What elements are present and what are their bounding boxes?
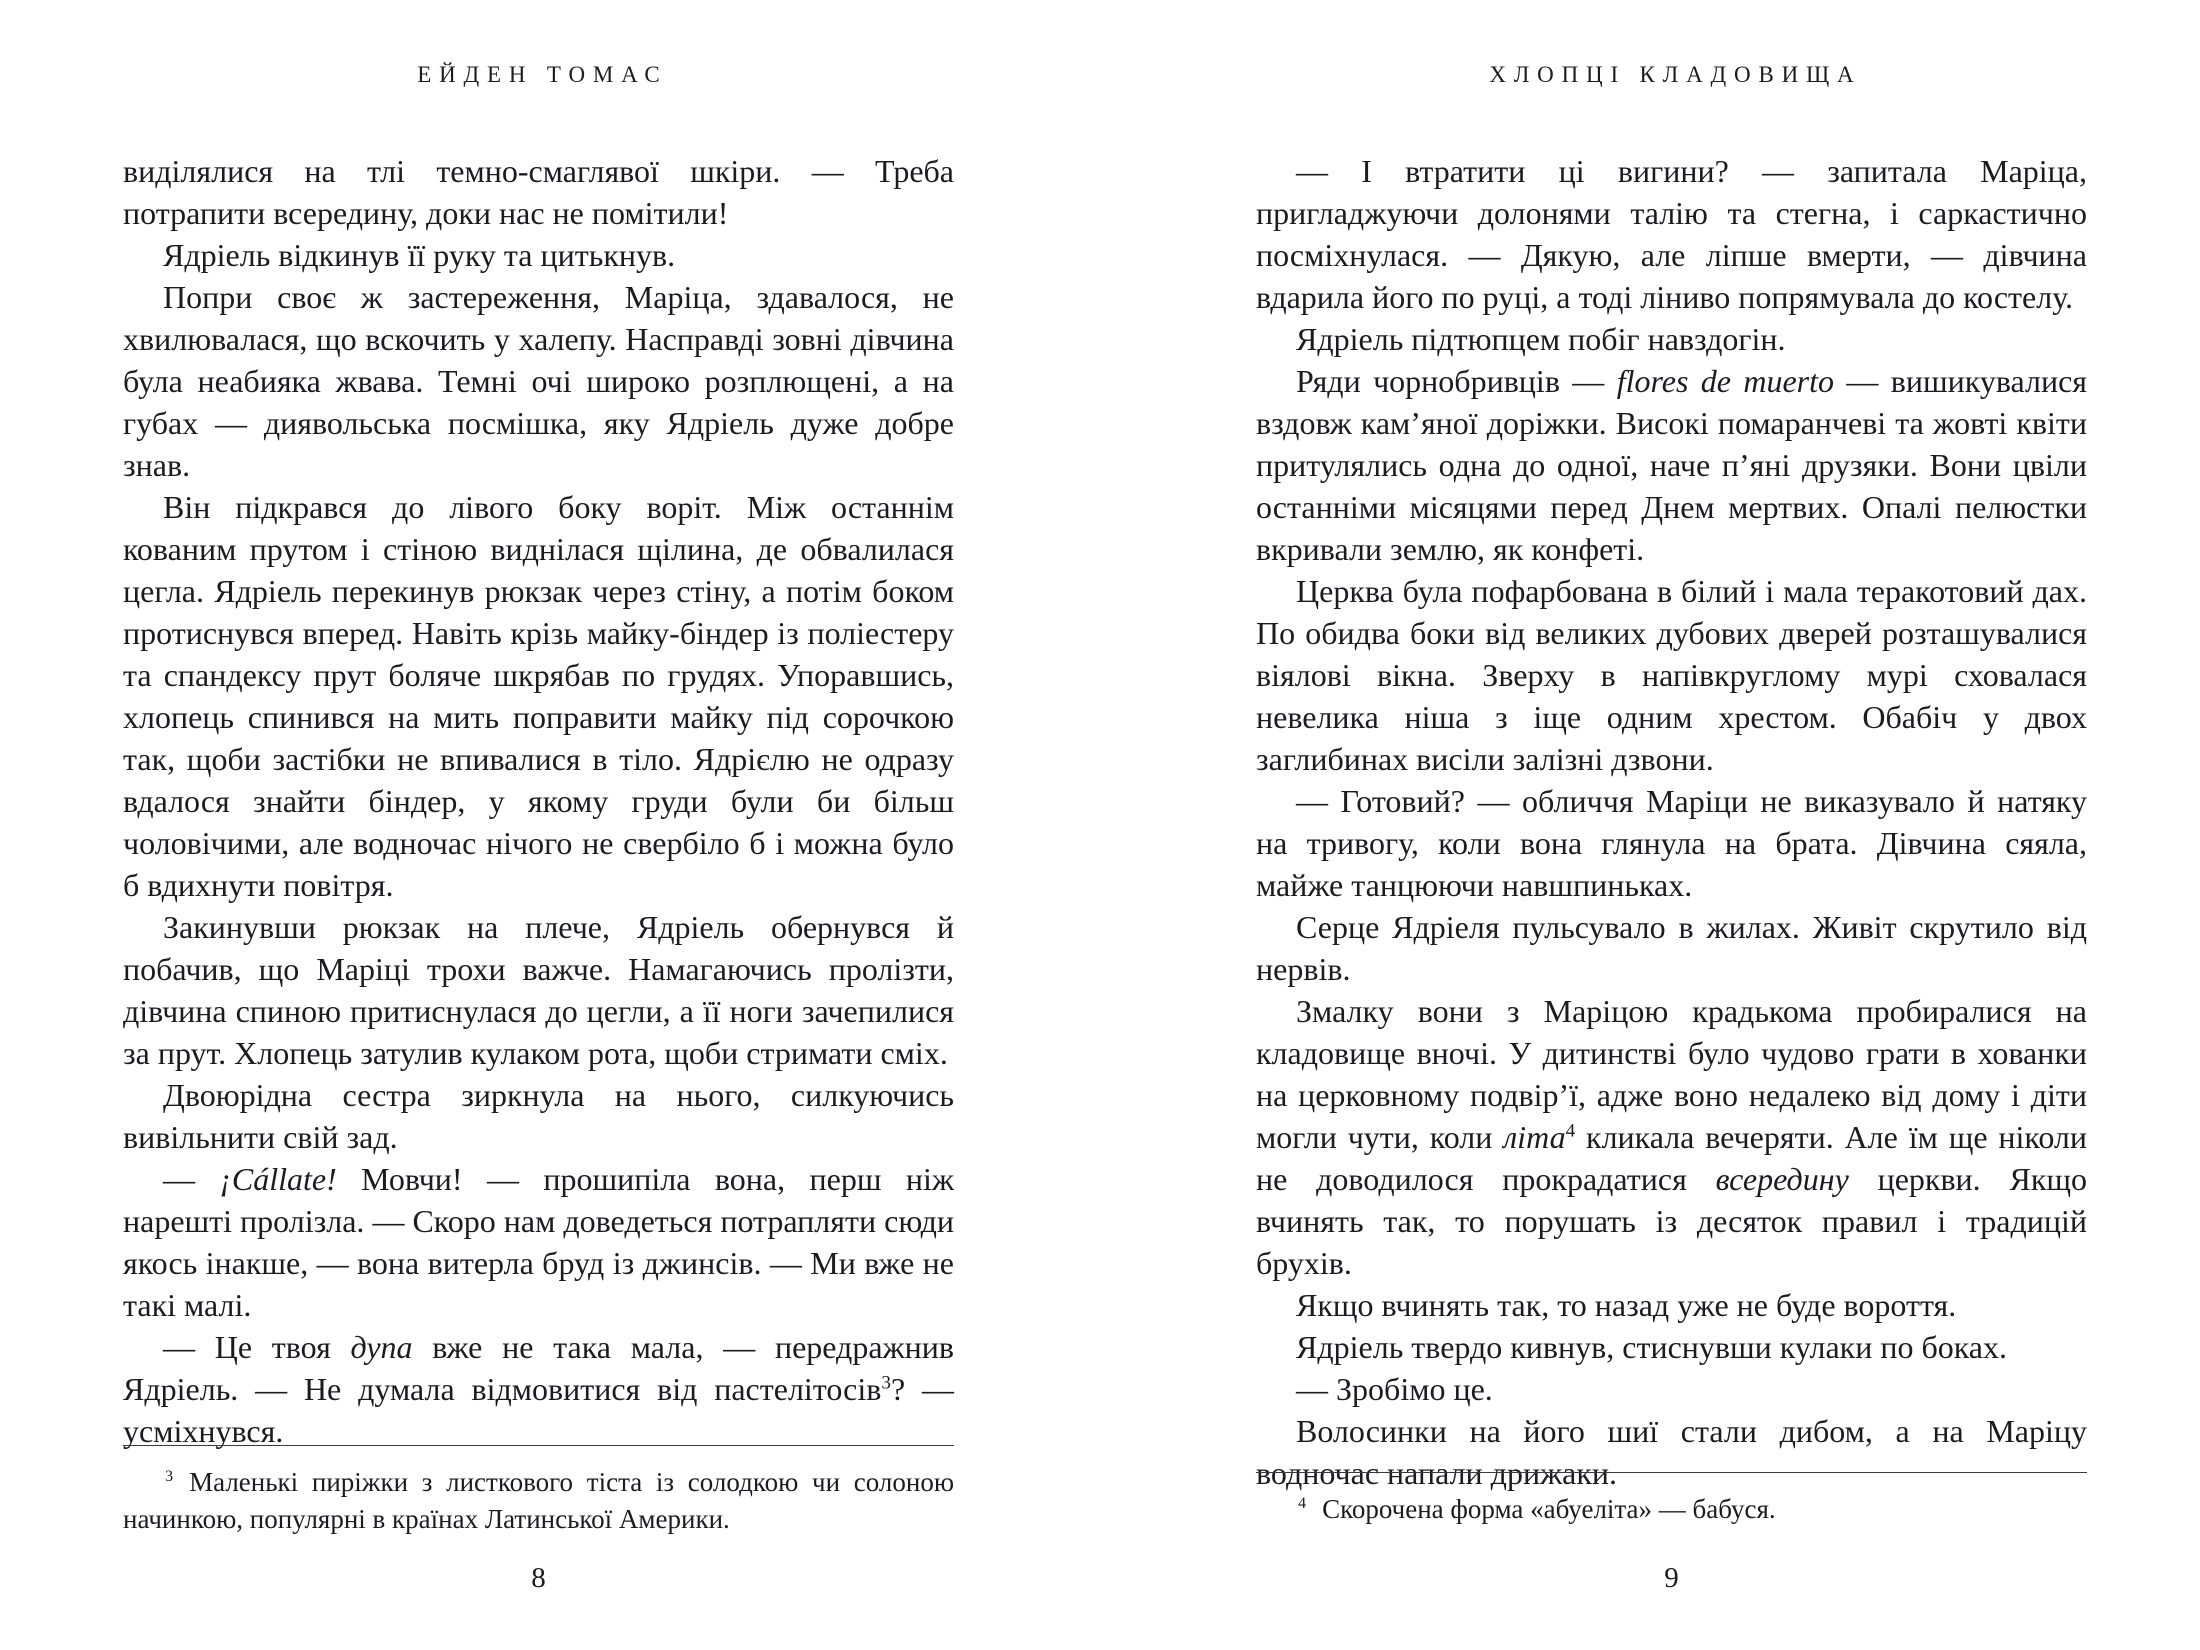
paragraph: Ядріель відкинув її руку та цитькнув. <box>163 237 676 273</box>
page-left-content <box>123 0 954 1650</box>
paragraph: Ряди чорнобривців — flores de muerto — вишикувалися вздовж кам’яної доріжки. Високі помаранчеві та жовті квіти притулялись одна до одної, наче п’яні друзяки. Вони цвіли останніми місяцями перед Днем мертвих. Опалі пелюстки вкривали землю, як конфеті. <box>1256 363 2088 567</box>
paragraph: — Це твоя дупа вже не така мала, — передражнив Ядріель. — Не думала відмовитися від пастелітосів$^3$? — усміхнувся. <box>123 1329 955 1449</box>
running-head-book-title: ХЛОПЦІ КЛАДОВИЩА <box>1489 62 1862 87</box>
footnote-divider <box>123 1445 954 1446</box>
running-head-author: ЕЙДЕН ТОМАС <box>417 62 668 87</box>
paragraph: Змалку вони з Маріцою крадькома пробиралися на кладовище вночі. У дитинстві було чудово грати в хованки на церковному подвір’ї, адже воно недалеко від дому і діти могли чути, коли літа$^4$ кликала вечеряти. Але їм ще ніколи не доводилося прокрадатися всередину церкви. Якщо вчинять так, то порушать із десяток правил і традицій брухів. <box>1256 993 2088 1281</box>
paragraph: — Готовий? — обличчя Маріци не виказувало й натяку на тривогу, коли вона глянула на брата. Дівчина сяяла, майже танцюючи навшпиньках. <box>1256 783 2087 903</box>
paragraph: Він підкрався до лівого боку воріт. Між останнім кованим прутом і стіною виднілася щілина, де обвалилася цегла. Ядріель перекинув рюкзак через стіну, а потім боком протиснувся вперед. Навіть крізь майку-біндер із поліестеру та спандексу прут боляче шкрябав по грудях. Упоравшись, хлопець спинився на мить поправити майку під сорочкою так, щоби застібки не впивалися в тіло. Ядрієлю не одразу вдалося знайти біндер, у якому груди були би більш чоловічими, але водночас нічого не свербіло б і можна було б вдихнути повітря. <box>123 489 954 903</box>
paragraph: Закинувши рюкзак на плече, Ядріель обернувся й побачив, що Маріці трохи важче. Намагаючись пролізти, дівчина спиною притиснулася до цегли, а її ноги зачепилися за прут. Хлопець затулив кулаком рота, щоби стримати сміх. <box>123 909 954 1071</box>
paragraph: — Зробімо це. <box>1296 1371 1493 1407</box>
page-right-content <box>1256 0 2087 1650</box>
page-number: 8 <box>531 1562 546 1594</box>
footnote: $^3$ Маленькі пиріжки з листкового тіста із солодкою чи солоною начинкою, популярні в країнах Латинської Америки. <box>123 1467 954 1534</box>
footnote-block <box>123 1445 954 1538</box>
page-number: 9 <box>1664 1562 1679 1594</box>
paragraph: — І втратити ці вигини? — запитала Маріца, пригладжуючи долонями талію та стегна, і саркастично посміхнулася. — Дякую, але ліпше вмерти, — дівчина вдарила його по руці, а тоді ліниво попрямувала до костелу. <box>1256 153 2087 315</box>
footnote: $^4$ Скорочена форма «абуеліта» — бабуся. <box>1298 1494 1776 1524</box>
paragraph: — ¡Cállate! Мовчи! — прошипіла вона, перш ніж нарешті пролізла. — Скоро нам доведеться потрапляти сюди якось інакше, — вона витерла бруд із джинсів. — Ми вже не такі малі. <box>123 1161 955 1323</box>
page-body-text <box>1256 150 2087 1494</box>
paragraph: Волосинки на його шиї стали дибом, а на Маріцу водночас напали дрижаки. <box>1256 1413 2087 1491</box>
paragraph: Попри своє ж застереження, Маріца, здавалося, не хвилювалася, що вскочить у халепу. Насправді зовні дівчина була неабияка жвава. Темні очі широко розплющені, а на губах — диявольська посмішка, яку Ядріель дуже добре знав. <box>123 279 954 483</box>
footnote-block <box>1256 1472 2087 1528</box>
page-body-text <box>123 150 954 1452</box>
paragraph: Ядріель твердо кивнув, стиснувши кулаки по боках. <box>1296 1329 2007 1365</box>
page-right <box>1100 0 2200 1650</box>
paragraph: виділялися на тлі темно-смаглявої шкіри. — Треба потрапити всередину, доки нас не помітили! <box>123 153 954 231</box>
paragraph: Серце Ядріеля пульсувало в жилах. Живіт скрутило від нервів. <box>1256 909 2087 987</box>
paragraph: Якщо вчинять так, то назад уже не буде вороття. <box>1296 1287 1957 1323</box>
paragraph: Ядріель підтюпцем побіг навздогін. <box>1296 321 1786 357</box>
paragraph: Церква була пофарбована в білий і мала теракотовий дах. По обидва боки від великих дубових дверей розташувалися віялові вікна. Зверху в напівкруглому мурі сховалася невелика ніша з іще одним хрестом. Обабіч у двох заглибинах висіли залізні дзвони. <box>1256 573 2087 777</box>
paragraph: Двоюрідна сестра зиркнула на нього, силкуючись вивільнити свій зад. <box>123 1077 954 1155</box>
footnote-divider <box>1256 1472 2087 1473</box>
